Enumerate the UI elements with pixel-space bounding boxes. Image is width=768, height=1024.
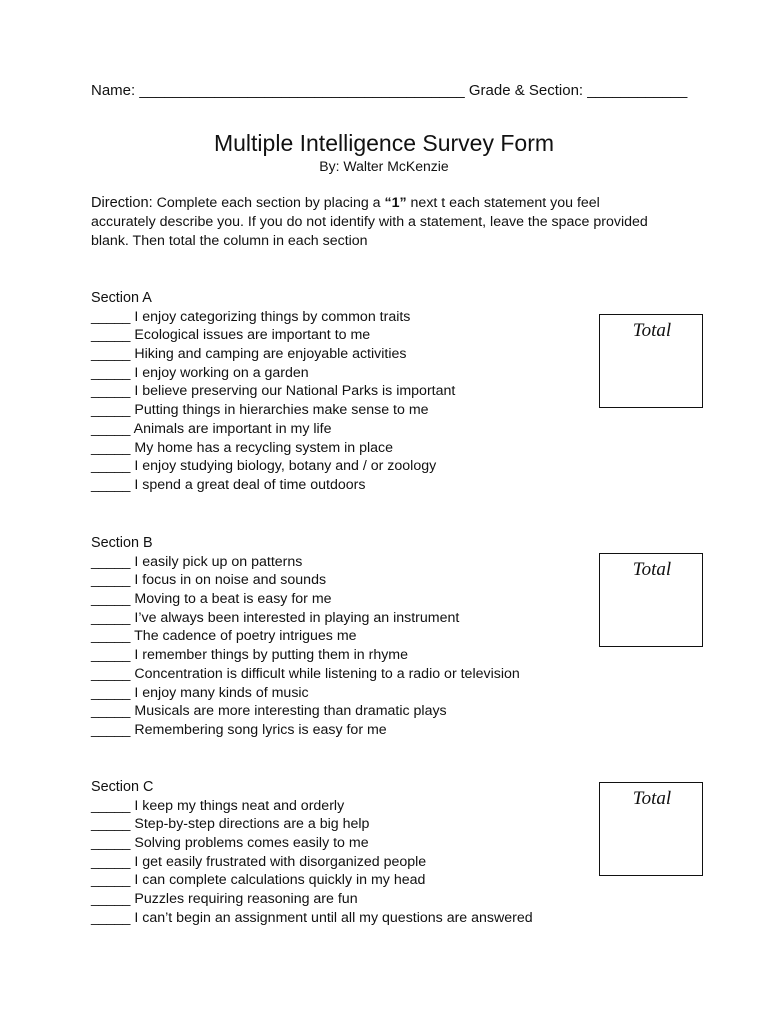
total-label: Total <box>632 320 672 341</box>
survey-statement: _____ Solving problems comes easily to me <box>91 835 369 851</box>
section-title: Section B <box>91 535 153 551</box>
survey-statement: _____ I easily pick up on patterns <box>91 553 303 570</box>
survey-statement: _____ I enjoy studying biology, botany and / or zoology <box>91 458 437 475</box>
section-a-total-box[interactable] <box>599 314 703 408</box>
section-title: Section C <box>91 779 154 795</box>
survey-statement: _____ I focus in on noise and sounds <box>91 572 327 589</box>
author-byline: By: Walter McKenzie <box>319 158 449 174</box>
survey-statement: _____ I’ve always been interested in playing an instrument <box>91 609 460 626</box>
survey-statement: _____ Putting things in hierarchies make sense to me <box>91 402 429 419</box>
survey-statement: _____ Moving to a beat is easy for me <box>91 591 332 607</box>
survey-statement: _____ I remember things by putting them in rhyme <box>91 647 409 664</box>
survey-statement: _____ I spend a great deal of time outdoors <box>91 476 366 493</box>
survey-statement: _____ I can’t begin an assignment until all my questions are answered <box>91 909 533 926</box>
direction-text-before: Complete each section by placing a <box>152 195 385 211</box>
direction-label: Direction: <box>91 195 153 211</box>
survey-statement: _____ I enjoy many kinds of music <box>91 684 309 701</box>
direction-text-after: next t each statement you feel accurately describe you. If you do not identify with a statement, leave the space provided blank. Then total the column in each section <box>91 195 648 249</box>
section-c-total-box[interactable] <box>599 782 703 876</box>
survey-statement: _____ I believe preserving our National Parks is important <box>91 383 456 400</box>
total-label: Total <box>632 788 672 809</box>
survey-statement: _____ Concentration is difficult while listening to a radio or television <box>91 665 520 682</box>
survey-statement: _____ Hiking and camping are enjoyable activities <box>91 346 407 362</box>
survey-statement: _____ Animals are important in my life <box>91 420 332 437</box>
section-a <box>91 289 591 495</box>
survey-statement: _____ Ecological issues are important to me <box>91 327 371 344</box>
survey-statement: _____ The cadence of poetry intrigues me <box>91 628 357 645</box>
name-grade-section-line: Name: _______________________________________ Grade & Section: ____________ <box>91 82 688 99</box>
direction-paragraph <box>91 194 651 251</box>
section-c <box>91 778 591 928</box>
survey-statement: _____ Step-by-step directions are a big help <box>91 816 370 833</box>
survey-statement: _____ Puzzles requiring reasoning are fun <box>91 891 358 908</box>
survey-statement: _____ I get easily frustrated with disorganized people <box>91 853 427 870</box>
survey-statement: _____ Musicals are more interesting than dramatic plays <box>91 703 447 720</box>
document-title: Multiple Intelligence Survey Form <box>213 130 555 156</box>
survey-statement: _____ I enjoy categorizing things by common traits <box>91 308 411 325</box>
section-b <box>91 534 591 740</box>
section-b-total-box[interactable] <box>599 553 703 647</box>
total-label: Total <box>632 559 672 580</box>
survey-statement: _____ My home has a recycling system in place <box>91 439 394 456</box>
section-title: Section A <box>91 290 152 306</box>
direction-quoted-one: “1” <box>384 195 407 211</box>
survey-statement: _____ I enjoy working on a garden <box>91 364 309 381</box>
survey-statement: _____ Remembering song lyrics is easy for me <box>91 721 387 738</box>
survey-statement: _____ I can complete calculations quickly in my head <box>91 872 426 889</box>
survey-statement: _____ I keep my things neat and orderly <box>91 797 345 814</box>
